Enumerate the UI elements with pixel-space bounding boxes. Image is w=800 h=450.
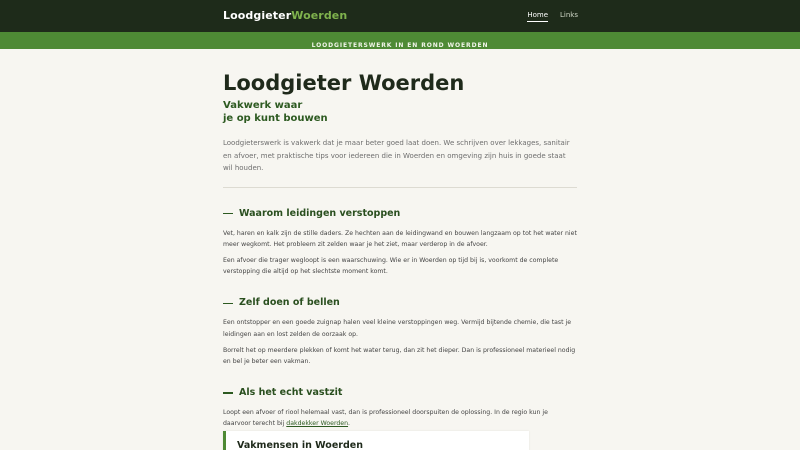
heading-dash-icon	[223, 392, 233, 394]
section-heading-text: Als het echt vastzit	[239, 387, 343, 399]
section-leidingen	[223, 208, 577, 278]
tagline-band	[0, 32, 800, 49]
logo-main-text: Loodgieter	[223, 9, 292, 22]
section-paragraph: Een ontstopper en een goede zuignap halen veel kleine verstoppingen weg. Vermijd bijtende chemie, die tast je leidingen aan en lost zelden de oorzaak op.	[223, 319, 572, 338]
site-logo[interactable]	[223, 9, 347, 22]
page-subtitle	[223, 99, 577, 125]
tagline-text: LOODGIETERSWERK IN EN ROND WOERDEN	[311, 42, 489, 49]
section-heading	[223, 208, 577, 220]
subtitle-line-1: Vakwerk waar	[223, 100, 303, 111]
logo-accent-text: Woerden	[291, 9, 348, 22]
section-heading-text: Waarom leidingen verstoppen	[239, 207, 401, 219]
callout-box	[223, 431, 529, 450]
section-paragraph	[223, 407, 577, 429]
section-zelf-doen	[223, 297, 577, 367]
page-title: Loodgieter Woerden	[223, 71, 465, 95]
section-divider	[223, 187, 577, 188]
main-nav	[527, 11, 578, 22]
main-content	[223, 70, 577, 430]
section-vastzit	[223, 387, 577, 429]
section-paragraph: Borrelt het op meerdere plekken of komt het water terug, dan zit het dieper. Dan is professioneel materieel nodig en bel je beter een vakman.	[223, 346, 576, 365]
paragraph-text: Loopt een afvoer of riool helemaal vast, dan is professioneel doorspuiten de oplossing. In de regio kun je daarvoor terecht bij	[223, 409, 548, 428]
nav-home-link[interactable]: Home	[527, 11, 548, 22]
top-navbar	[0, 0, 800, 32]
callout-title: Vakmensen in Woerden	[237, 440, 363, 450]
nav-links-link[interactable]: Links	[560, 11, 578, 19]
heading-dash-icon	[223, 213, 233, 215]
section-heading-text: Zelf doen of bellen	[239, 297, 340, 309]
section-paragraph: Een afvoer die trager wegloopt is een waarschuwing. Wie er in Woerden op tijd bij is, voorkomt de complete verstopping die altijd op het slechtste moment komt.	[223, 256, 559, 276]
paragraph-text-end: .	[348, 420, 351, 428]
section-paragraph: Vet, haren en kalk zijn de stille daders. Ze hechten aan de leidingwand en bouwen langzaam op tot het water niet meer wegkomt. Het probleem zit zelden waar je het ziet, maar verderop in de afvoer.	[223, 229, 577, 248]
intro-paragraph: Loodgieterswerk is vakwerk dat je maar beter goed laat doen. We schrijven over lekkages, sanitair en afvoer, met praktische tips voor iedereen die in Woerden en omgeving zijn huis in goede staat wil houden.	[223, 139, 570, 172]
subtitle-line-2: je op kunt bouwen	[223, 113, 328, 124]
heading-dash-icon	[223, 303, 233, 305]
section-heading	[223, 297, 577, 309]
dakdekker-woerden-link[interactable]: dakdekker Woerden	[286, 420, 349, 428]
section-heading	[223, 387, 577, 399]
